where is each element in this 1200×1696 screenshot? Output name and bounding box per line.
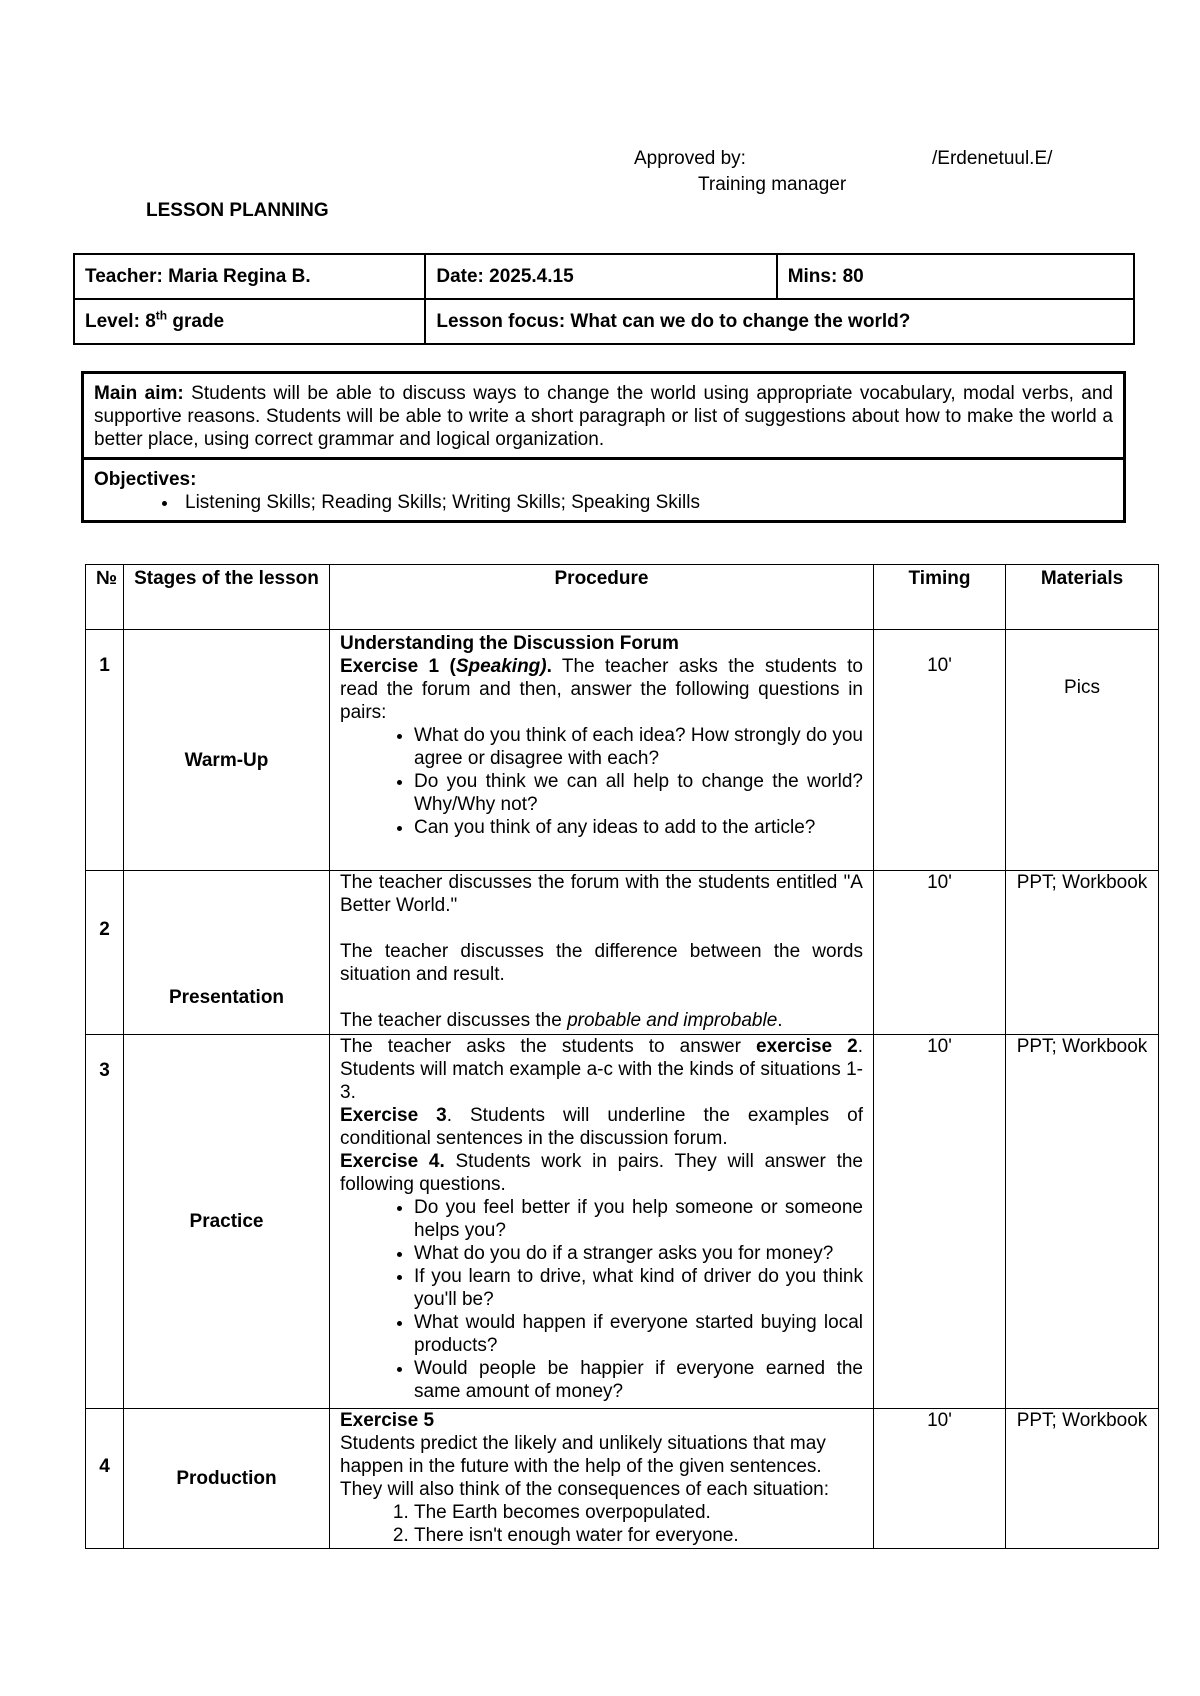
list-item: 2. There isn't enough water for everyone. <box>414 1524 863 1547</box>
row-timing: 10' <box>874 630 1006 871</box>
approver-name: /Erdenetuul.E/ <box>932 148 1053 169</box>
aims-table <box>81 371 1126 523</box>
list-item: • What do you think of each idea? How strongly do you agree or disagree with each? <box>414 724 863 770</box>
procedure-heading: Understanding the Discussion Forum <box>340 633 679 654</box>
objectives-cell <box>83 459 1125 522</box>
list-item: • Can you think of any ideas to add to the article? <box>414 816 863 839</box>
row-stage: Warm-Up <box>124 630 330 871</box>
col-header-number: № <box>86 565 124 630</box>
row-procedure: Exercise 5 Students predict the likely and unlikely situations that may happen in the future with the help of the given sentences. They will also think of the consequences of each situation: 1. The Earth becomes overpopulated. 2. There isn't enough water for everyone. <box>330 1409 874 1549</box>
list-item: • Do you feel better if you help someone or someone helps you? <box>414 1196 863 1242</box>
row-materials: PPT; Workbook <box>1006 1409 1159 1549</box>
row-number: 4 <box>86 1409 124 1549</box>
col-header-timing: Timing <box>874 565 1006 630</box>
list-item: • Would people be happier if everyone earned the same amount of money? <box>414 1357 863 1403</box>
list-item: • What do you do if a stranger asks you for money? <box>414 1242 863 1265</box>
row-timing: 10' <box>874 1035 1006 1409</box>
lesson-focus-cell: Lesson focus: What can we do to change the world? <box>425 299 1134 344</box>
row-procedure: Understanding the Discussion Forum Exercise 1 (Speaking). The teacher asks the students to read the forum and then, answer the following questions in pairs: • What do you think of each idea? How strongly do you agree or disagree with each? • Do you think we can all help to change the world? Why/Why not? • Can you think of any ideas to add to the article? <box>330 630 874 871</box>
row-number: 3 <box>86 1035 124 1409</box>
row-stage: Practice <box>124 1035 330 1409</box>
row-timing: 10' <box>874 871 1006 1035</box>
objectives-label: Objectives: <box>94 469 197 490</box>
row-procedure: The teacher discusses the forum with the students entitled "A Better World." The teacher discusses the difference between the words situation and result. The teacher discusses the probable and improbable. <box>330 871 874 1035</box>
col-header-procedure: Procedure <box>330 565 874 630</box>
main-aim-text: Students will be able to discuss ways to change the world using appropriate vocabulary, modal verbs, and supportive reasons. Students will be able to write a short paragraph or list of suggestions about how to make the world a better place, using correct grammar and logical organization. <box>94 383 1113 450</box>
list-item: 1. The Earth becomes overpopulated. <box>414 1501 863 1524</box>
row-stage: Presentation <box>124 871 330 1035</box>
main-aim-label: Main aim: <box>94 383 184 404</box>
col-header-stage: Stages of the lesson <box>124 565 330 630</box>
table-header-row <box>86 565 1159 630</box>
mins-cell: Mins: 80 <box>777 254 1134 299</box>
row-number: 2 <box>86 871 124 1035</box>
document-title: LESSON PLANNING <box>146 200 329 221</box>
table-row <box>86 1409 1159 1549</box>
lesson-info-table <box>73 253 1135 345</box>
date-cell: Date: 2025.4.15 <box>425 254 776 299</box>
row-materials: PPT; Workbook <box>1006 871 1159 1035</box>
list-item: • What would happen if everyone started buying local products? <box>414 1311 863 1357</box>
row-procedure: The teacher asks the students to answer exercise 2. Students will match example a-c with the kinds of situations 1-3. Exercise 3. Students will underline the examples of conditional sentences in the discussion forum. Exercise 4. Students work in pairs. They will answer the following questions. • Do you feel better if you help someone or someone helps you? • What do you do if a stranger asks you for money? • If you learn to drive, what kind of driver do you think you'll be? • What would happen if everyone started buying local products? • Would people be happier if everyone earned the same amount of money? <box>330 1035 874 1409</box>
list-item: • If you learn to drive, what kind of driver do you think you'll be? <box>414 1265 863 1311</box>
approver-role: Training manager <box>698 174 847 195</box>
objective-item: • Listening Skills; Reading Skills; Writing Skills; Speaking Skills <box>179 491 1113 514</box>
row-timing: 10' <box>874 1409 1006 1549</box>
table-row <box>86 871 1159 1035</box>
col-header-materials: Materials <box>1006 565 1159 630</box>
teacher-cell: Teacher: Maria Regina B. <box>74 254 425 299</box>
row-materials: PPT; Workbook <box>1006 1035 1159 1409</box>
main-aim-cell <box>83 373 1125 459</box>
approved-by-label: Approved by: <box>634 148 746 169</box>
list-item: • Do you think we can all help to change the world? Why/Why not? <box>414 770 863 816</box>
lesson-stages-table <box>85 564 1159 1549</box>
row-number: 1 <box>86 630 124 871</box>
row-materials: Pics <box>1006 630 1159 871</box>
row-stage: Production <box>124 1409 330 1549</box>
table-row <box>86 630 1159 871</box>
level-cell: Level: 8th grade <box>74 299 425 344</box>
table-row <box>86 1035 1159 1409</box>
